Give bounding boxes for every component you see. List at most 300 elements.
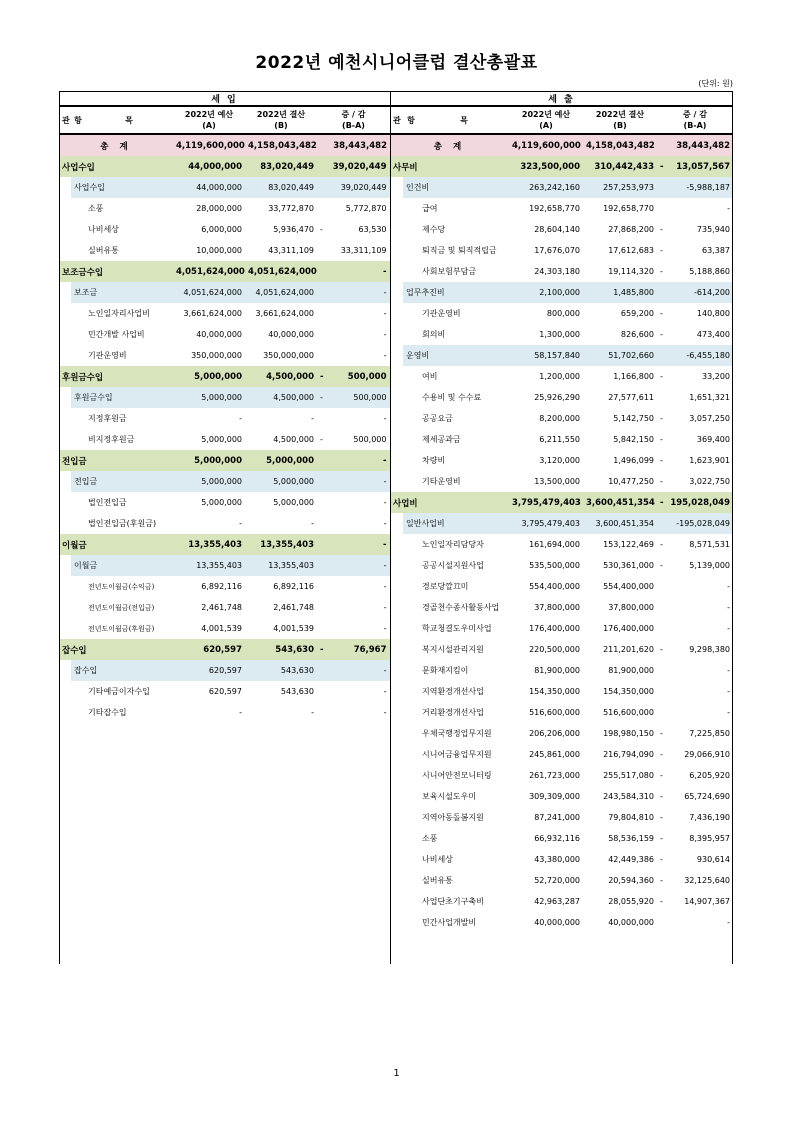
total-label: 총 계	[59, 134, 173, 156]
diff-header	[657, 106, 733, 134]
mok-label	[419, 324, 509, 345]
indent-cell	[403, 408, 419, 429]
row-actual: 4,051,624,000	[245, 261, 317, 282]
expense-row-level-3	[390, 366, 733, 387]
row-label-text: 시니어안전모니터링	[422, 771, 492, 780]
expense-row-level-3	[390, 849, 733, 870]
diff-header	[317, 106, 390, 134]
indent-cell	[390, 828, 403, 849]
row-actual: 28,055,920	[608, 897, 654, 906]
diff-header-line1: 증 / 감	[683, 110, 707, 119]
mok-header: 목	[419, 106, 509, 134]
row-label-text: 소풍	[88, 204, 104, 213]
row-budget: 535,500,000	[529, 561, 580, 570]
row-diff-value: 6,205,920	[689, 771, 730, 780]
income-row-level-3	[59, 429, 390, 450]
mok-label	[85, 597, 173, 618]
indent-cell	[59, 324, 71, 345]
row-budget: 6,000,000	[201, 225, 242, 234]
indent-cell	[71, 513, 85, 534]
mok-label	[419, 849, 509, 870]
mok-label	[419, 408, 509, 429]
total-diff: 38,443,482	[657, 134, 733, 156]
row-actual: 310,442,433	[583, 156, 657, 177]
row-diff-value: -614,200	[694, 288, 730, 297]
row-actual: 42,449,386	[608, 855, 654, 864]
row-diff-value: -	[383, 288, 387, 297]
indent-cell	[59, 555, 71, 576]
expense-row-level-3	[390, 723, 733, 744]
indent-cell	[390, 345, 403, 366]
indent-cell	[59, 513, 71, 534]
page-number: 1	[393, 1068, 400, 1079]
hang-header: 항	[71, 106, 85, 134]
row-diff	[657, 156, 733, 177]
row-actual: 5,142,750	[613, 414, 654, 423]
row-actual: 153,122,469	[603, 540, 654, 549]
row-label-text: 보조금	[74, 288, 98, 297]
row-actual: 216,794,090	[603, 750, 654, 759]
indent-cell	[390, 198, 403, 219]
expense-row-level-3	[390, 240, 733, 261]
row-diff-value: -	[383, 414, 387, 423]
gwan-label	[390, 156, 509, 177]
row-actual: 20,594,360	[608, 876, 654, 885]
mok-label	[419, 555, 509, 576]
budget-header	[509, 106, 583, 134]
row-diff-value: 369,400	[696, 435, 730, 444]
row-diff	[657, 744, 733, 765]
indent-cell	[390, 639, 403, 660]
row-label-text: 사업비	[393, 498, 418, 509]
indent-cell	[71, 303, 85, 324]
row-label-text: 전입금	[62, 456, 87, 467]
row-label-text: 잡수입	[62, 645, 87, 656]
minus-sign: -	[320, 371, 324, 382]
indent-cell	[71, 681, 85, 702]
row-diff-value: 13,057,567	[676, 161, 730, 172]
indent-cell	[390, 891, 403, 912]
minus-sign: -	[660, 435, 663, 444]
row-label-text: 인건비	[406, 183, 430, 192]
hang-label	[71, 660, 173, 681]
row-diff-value: -	[383, 687, 387, 696]
indent-cell	[71, 576, 85, 597]
row-budget: -	[239, 708, 242, 717]
row-label-text: 사업수입	[62, 162, 95, 173]
row-diff	[657, 219, 733, 240]
center-border	[390, 91, 391, 964]
row-diff-value: 5,772,870	[345, 204, 387, 213]
income-section-header	[59, 92, 390, 107]
row-actual: 4,001,539	[273, 624, 314, 633]
row-diff-value: 65,724,690	[684, 792, 730, 801]
indent-cell	[71, 429, 85, 450]
mok-label	[85, 702, 173, 723]
row-diff	[657, 177, 733, 198]
indent-cell	[390, 618, 403, 639]
minus-sign: -	[660, 497, 664, 508]
income-row-level-3	[59, 198, 390, 219]
row-diff	[657, 555, 733, 576]
hang-label	[403, 177, 509, 198]
indent-cell	[403, 912, 419, 933]
gwan-label	[59, 156, 173, 177]
indent-cell	[390, 597, 403, 618]
row-diff-value: -	[383, 309, 387, 318]
indent-cell	[390, 849, 403, 870]
indent-cell	[390, 240, 403, 261]
mok-label	[85, 576, 173, 597]
indent-cell	[403, 219, 419, 240]
row-diff	[657, 387, 733, 408]
row-actual: 516,600,000	[603, 708, 654, 717]
row-diff-value: -	[382, 455, 387, 466]
row-diff	[657, 618, 733, 639]
actual-header	[583, 106, 657, 134]
gwan-label	[59, 450, 173, 471]
expense-section-header	[390, 92, 733, 107]
row-actual: 83,020,449	[245, 177, 317, 198]
expense-row-level-3	[390, 681, 733, 702]
row-label-text: 이월금	[62, 540, 87, 551]
income-row-level-3	[59, 219, 390, 240]
row-diff-value: 3,022,750	[689, 477, 730, 486]
row-diff-value: 76,967	[353, 644, 387, 655]
row-actual: 40,000,000	[608, 918, 654, 927]
minus-sign: -	[660, 225, 663, 234]
budget-header-line2: (A)	[202, 121, 216, 130]
row-diff	[657, 345, 733, 366]
actual-header-line2: (B)	[274, 121, 288, 130]
income-table	[59, 91, 391, 723]
mok-label	[419, 219, 509, 240]
row-budget: 13,355,403	[173, 555, 245, 576]
row-diff-value: 5,188,860	[689, 267, 730, 276]
indent-cell	[403, 303, 419, 324]
mok-label	[419, 681, 509, 702]
minus-sign: -	[320, 225, 323, 234]
indent-cell	[71, 324, 85, 345]
gwan-header: 관	[390, 106, 403, 134]
indent-cell	[59, 240, 71, 261]
row-label-text: 전년도이월금(수익금)	[88, 582, 155, 591]
expense-row-level-3	[390, 408, 733, 429]
indent-cell	[390, 429, 403, 450]
expense-row-level-2	[390, 282, 733, 303]
row-budget: 58,157,840	[509, 345, 583, 366]
indent-cell	[59, 282, 71, 303]
unit-label: (단위: 원)	[698, 79, 733, 88]
mok-label	[419, 744, 509, 765]
indent-cell	[403, 639, 419, 660]
row-actual: -	[311, 519, 314, 528]
indent-cell	[59, 408, 71, 429]
minus-sign: -	[320, 393, 323, 402]
total-actual: 4,158,043,482	[245, 134, 317, 156]
row-budget: -	[239, 519, 242, 528]
row-diff-value: -	[383, 519, 387, 528]
mok-label	[419, 303, 509, 324]
row-label-text: 지역환경개선사업	[422, 687, 484, 696]
row-diff-value: 140,800	[696, 309, 730, 318]
row-budget: 10,000,000	[196, 246, 242, 255]
row-actual: 19,114,320	[608, 267, 654, 276]
row-budget: 28,000,000	[196, 204, 242, 213]
row-actual: 3,600,451,354	[583, 513, 657, 534]
row-label-text: 복지시설관리지원	[422, 645, 484, 654]
income-row-level-1	[59, 639, 390, 660]
row-diff	[657, 408, 733, 429]
row-actual: 211,201,620	[603, 645, 654, 654]
row-diff-value: 39,020,449	[340, 183, 387, 192]
row-diff-value: -	[382, 266, 387, 277]
indent-cell	[403, 744, 419, 765]
row-budget: 3,795,479,403	[509, 513, 583, 534]
row-budget: 192,658,770	[529, 204, 580, 213]
diff-header-line2: (B-A)	[342, 121, 365, 130]
row-budget: 44,000,000	[173, 156, 245, 177]
budget-header-line1: 2022년 예산	[521, 110, 571, 119]
row-diff	[657, 681, 733, 702]
row-diff-value: -	[727, 204, 730, 213]
mok-label	[419, 807, 509, 828]
row-label-text: 사회보험부담금	[422, 267, 477, 276]
row-budget: 40,000,000	[534, 918, 580, 927]
row-label-text: 민간사업개발비	[422, 918, 477, 927]
mok-label	[419, 723, 509, 744]
minus-sign: -	[660, 372, 663, 381]
row-label-text: 나비세상	[88, 225, 119, 234]
gwan-label	[390, 492, 509, 513]
row-actual: 4,051,624,000	[245, 282, 317, 303]
indent-cell	[59, 681, 71, 702]
row-diff	[657, 639, 733, 660]
row-label-text: 차량비	[422, 456, 446, 465]
row-label-text: 보조금수입	[62, 267, 104, 278]
row-budget: 554,400,000	[529, 582, 580, 591]
row-budget: 2,100,000	[509, 282, 583, 303]
indent-cell	[403, 849, 419, 870]
row-budget: 4,001,539	[201, 624, 242, 633]
indent-cell	[403, 765, 419, 786]
indent-cell	[59, 345, 71, 366]
mok-label	[85, 303, 173, 324]
mok-label	[419, 786, 509, 807]
row-budget: 28,604,140	[534, 225, 580, 234]
row-actual: 79,804,810	[608, 813, 654, 822]
indent-cell	[59, 429, 71, 450]
row-diff	[657, 303, 733, 324]
row-actual: 659,200	[620, 309, 654, 318]
minus-sign: -	[660, 855, 663, 864]
mok-label	[85, 429, 173, 450]
hang-label	[71, 555, 173, 576]
row-label-text: 전입금	[74, 477, 98, 486]
minus-sign: -	[660, 477, 663, 486]
row-label-text: 법인전입금(후원금)	[88, 519, 157, 528]
row-diff-value: -	[383, 561, 387, 570]
row-budget: 1,200,000	[539, 372, 580, 381]
indent-cell	[71, 618, 85, 639]
indent-cell	[390, 786, 403, 807]
row-diff-value: -	[383, 582, 387, 591]
indent-cell	[59, 660, 71, 681]
row-label-text: 급여	[422, 204, 438, 213]
income-total-row	[59, 134, 390, 156]
row-diff-value: 14,907,367	[684, 897, 730, 906]
row-budget: -	[239, 414, 242, 423]
hang-label	[403, 345, 509, 366]
row-budget: 4,051,624,000	[173, 282, 245, 303]
row-actual: 154,350,000	[603, 687, 654, 696]
indent-cell	[390, 660, 403, 681]
row-diff-value: 8,395,957	[689, 834, 730, 843]
row-label-text: 제세공과금	[422, 435, 461, 444]
row-diff	[657, 471, 733, 492]
row-diff	[317, 156, 390, 177]
indent-cell	[390, 219, 403, 240]
budget-header-line1: 2022년 예산	[184, 110, 234, 119]
gwan-label	[59, 366, 173, 387]
indent-cell	[59, 576, 71, 597]
income-row-level-1	[59, 156, 390, 177]
row-diff	[657, 282, 733, 303]
row-diff-value: -	[727, 918, 730, 927]
row-diff	[657, 576, 733, 597]
row-diff-value: -	[383, 351, 387, 360]
expense-right-border	[732, 91, 733, 964]
indent-cell	[403, 534, 419, 555]
row-actual: 58,536,159	[608, 834, 654, 843]
income-section-title: 세 입	[59, 92, 390, 107]
indent-cell	[59, 471, 71, 492]
row-diff-value: -	[382, 539, 387, 550]
total-budget: 4,119,600,000	[173, 134, 245, 156]
row-actual: 257,253,973	[583, 177, 657, 198]
row-diff-value: 63,530	[358, 225, 387, 234]
expense-row-level-3	[390, 219, 733, 240]
hang-header: 항	[403, 106, 419, 134]
mok-label	[419, 240, 509, 261]
income-row-level-3	[59, 408, 390, 429]
row-label-text: 후원금수입	[62, 372, 104, 383]
row-diff	[317, 681, 390, 702]
indent-cell	[390, 471, 403, 492]
row-diff	[657, 807, 733, 828]
row-diff-value: 473,400	[696, 330, 730, 339]
mok-label	[419, 765, 509, 786]
row-label-text: 시니어금융업무지원	[422, 750, 492, 759]
page-title: 2022년 예천시니어클럽 결산총괄표	[255, 53, 538, 73]
row-diff-value: 32,125,640	[684, 876, 730, 885]
row-budget: 8,200,000	[539, 414, 580, 423]
row-label-text: 일반사업비	[406, 519, 445, 528]
mok-label	[85, 681, 173, 702]
row-diff-value: 3,057,250	[689, 414, 730, 423]
gwan-label	[59, 261, 173, 282]
expense-row-level-3	[390, 618, 733, 639]
income-row-level-1	[59, 450, 390, 471]
row-diff-value: -5,988,187	[686, 183, 730, 192]
row-actual: 5,000,000	[245, 471, 317, 492]
budget-header	[173, 106, 245, 134]
row-label-text: 소풍	[422, 834, 438, 843]
minus-sign: -	[660, 897, 663, 906]
row-diff-value: 195,028,049	[670, 497, 730, 508]
mok-label	[85, 513, 173, 534]
indent-cell	[390, 387, 403, 408]
mok-label	[419, 198, 509, 219]
row-diff-value: -	[383, 603, 387, 612]
expense-row-level-3	[390, 429, 733, 450]
mok-label	[419, 387, 509, 408]
minus-sign: -	[320, 435, 323, 444]
row-budget: 44,000,000	[173, 177, 245, 198]
indent-cell	[390, 408, 403, 429]
row-diff	[657, 450, 733, 471]
row-diff	[317, 387, 390, 408]
indent-cell	[403, 366, 419, 387]
row-label-text: 거리환경개선사업	[422, 708, 484, 717]
income-column-header	[59, 106, 390, 134]
row-diff-value: -	[727, 603, 730, 612]
row-diff	[657, 534, 733, 555]
row-budget: 245,861,000	[529, 750, 580, 759]
expense-row-level-3	[390, 576, 733, 597]
row-actual: 543,630	[280, 687, 314, 696]
indent-cell	[403, 198, 419, 219]
row-actual: 5,000,000	[273, 498, 314, 507]
row-actual: 1,166,800	[613, 372, 654, 381]
row-diff-value: -	[383, 666, 387, 675]
row-actual: 5,000,000	[245, 450, 317, 471]
row-label-text: 전년도이월금(전입금)	[88, 603, 155, 612]
expense-row-level-2	[390, 177, 733, 198]
income-row-level-1	[59, 366, 390, 387]
row-budget: 220,500,000	[529, 645, 580, 654]
expense-row-level-3	[390, 597, 733, 618]
row-label-text: 기관운영비	[88, 351, 127, 360]
row-budget: 40,000,000	[196, 330, 242, 339]
budget-header-line2: (A)	[539, 121, 553, 130]
mok-label	[419, 366, 509, 387]
row-diff	[317, 534, 390, 555]
row-diff	[317, 324, 390, 345]
expense-section-title: 세 출	[390, 92, 733, 107]
minus-sign: -	[660, 876, 663, 885]
row-budget: 5,000,000	[173, 387, 245, 408]
row-budget: 13,500,000	[534, 477, 580, 486]
row-budget: 6,892,116	[201, 582, 242, 591]
mok-label	[419, 660, 509, 681]
mok-label	[419, 261, 509, 282]
row-diff	[657, 891, 733, 912]
indent-cell	[403, 324, 419, 345]
row-diff-value: -	[383, 477, 387, 486]
diff-header-line1: 증 / 감	[341, 110, 366, 119]
mok-label	[419, 429, 509, 450]
minus-sign: -	[660, 750, 663, 759]
row-actual: -	[311, 708, 314, 717]
row-label-text: 업무추진비	[406, 288, 445, 297]
indent-cell	[403, 681, 419, 702]
expense-column-header	[390, 106, 733, 134]
row-actual: 6,892,116	[273, 582, 314, 591]
indent-cell	[403, 828, 419, 849]
indent-cell	[390, 450, 403, 471]
expense-row-level-3	[390, 891, 733, 912]
